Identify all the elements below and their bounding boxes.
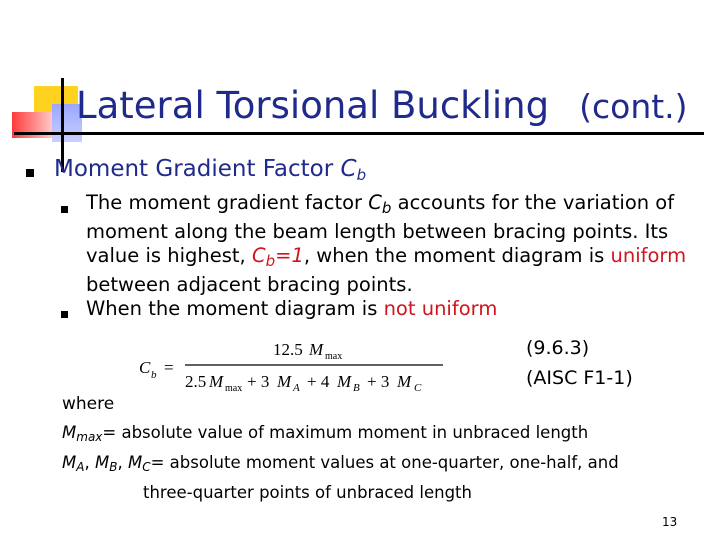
title-main: Lateral Torsional Buckling <box>76 84 550 127</box>
formula-den4-sym: M <box>397 372 412 391</box>
formula-num-coef: 12.5 <box>273 340 303 359</box>
formula-den1-sub: max <box>225 383 243 394</box>
heading-symbol: C <box>340 156 357 182</box>
ref-9-6-3: (9.6.3) <box>526 337 590 359</box>
bullet-paragraph-2 <box>86 297 706 321</box>
def-mb-sub: B <box>109 460 118 474</box>
formula-den1-sym: M <box>209 372 224 391</box>
definitions <box>62 420 619 505</box>
highlight-equals-one: =1 <box>275 244 304 267</box>
formula-den2-sub: A <box>293 382 300 394</box>
where-label: where <box>62 394 115 414</box>
formula-den4-sub: C <box>414 382 422 394</box>
highlight-uniform: uniform <box>610 244 687 267</box>
def-mabc-text-cont: three-quarter points of unbraced length <box>143 483 472 502</box>
page-number: 13 <box>662 515 678 529</box>
heading-bullet <box>54 156 366 184</box>
def-mabc-text: = absolute moment values at one-quarter, one-half, and <box>150 453 619 472</box>
highlight-symbol: C <box>251 244 266 267</box>
def-mabc <box>62 450 619 480</box>
formula-num-sym: M <box>309 340 324 359</box>
formula-den2-sym: M <box>277 372 292 391</box>
title-subtitle: (cont.) <box>579 87 688 126</box>
formula-den3: + 4 <box>307 372 330 391</box>
def-ma-sym: M <box>62 453 77 472</box>
equation-references <box>526 333 633 393</box>
def-mmax-sym: M <box>62 423 77 442</box>
heading-text: Moment Gradient Factor <box>54 156 341 182</box>
text: between adjacent bracing points. <box>86 273 413 296</box>
def-ma-sub: A <box>76 460 85 474</box>
formula-lhs-sub: b <box>151 369 157 381</box>
text: accounts for the variation of moment along the beam length between bracing points. Its value is highest, <box>86 191 675 267</box>
cb-formula <box>137 338 447 396</box>
def-mmax <box>62 420 619 450</box>
formula-den2: + 3 <box>247 372 270 391</box>
def-mmax-sub: max <box>76 430 103 444</box>
def-sep: , <box>84 453 95 472</box>
formula-equals: = <box>164 358 174 377</box>
bullet-paragraph-1 <box>86 191 706 297</box>
def-mc-sub: C <box>142 460 151 474</box>
body-text <box>86 191 706 321</box>
bullet-marker <box>61 311 68 318</box>
ref-aisc-f1-1: (AISC F1-1) <box>526 367 633 389</box>
bullet-marker <box>61 206 68 213</box>
formula-lhs: C <box>139 358 151 377</box>
def-mb-sym: M <box>94 453 110 472</box>
formula-num-sub: max <box>325 351 343 362</box>
formula-den3-sym: M <box>337 372 352 391</box>
symbol-c: C <box>368 191 382 214</box>
text: The moment gradient factor <box>86 191 369 214</box>
heading-subscript: b <box>356 166 367 184</box>
def-mc-sym: M <box>127 453 143 472</box>
def-sep: , <box>117 453 128 472</box>
def-mmax-text: = absolute value of maximum moment in unbraced length <box>102 423 589 442</box>
text: When the moment diagram is <box>86 297 384 320</box>
formula-den1-coef: 2.5 <box>185 372 207 391</box>
title-underline <box>14 132 704 135</box>
formula-den3-sub: B <box>353 382 360 394</box>
bullet-marker <box>26 169 34 177</box>
formula-den4: + 3 <box>367 372 390 391</box>
highlight-not-uniform: not uniform <box>383 297 498 320</box>
symbol-subscript: b <box>381 199 392 217</box>
highlight-subscript: b <box>265 252 276 270</box>
text: , when the moment diagram is <box>303 244 611 267</box>
slide-title <box>76 84 688 127</box>
